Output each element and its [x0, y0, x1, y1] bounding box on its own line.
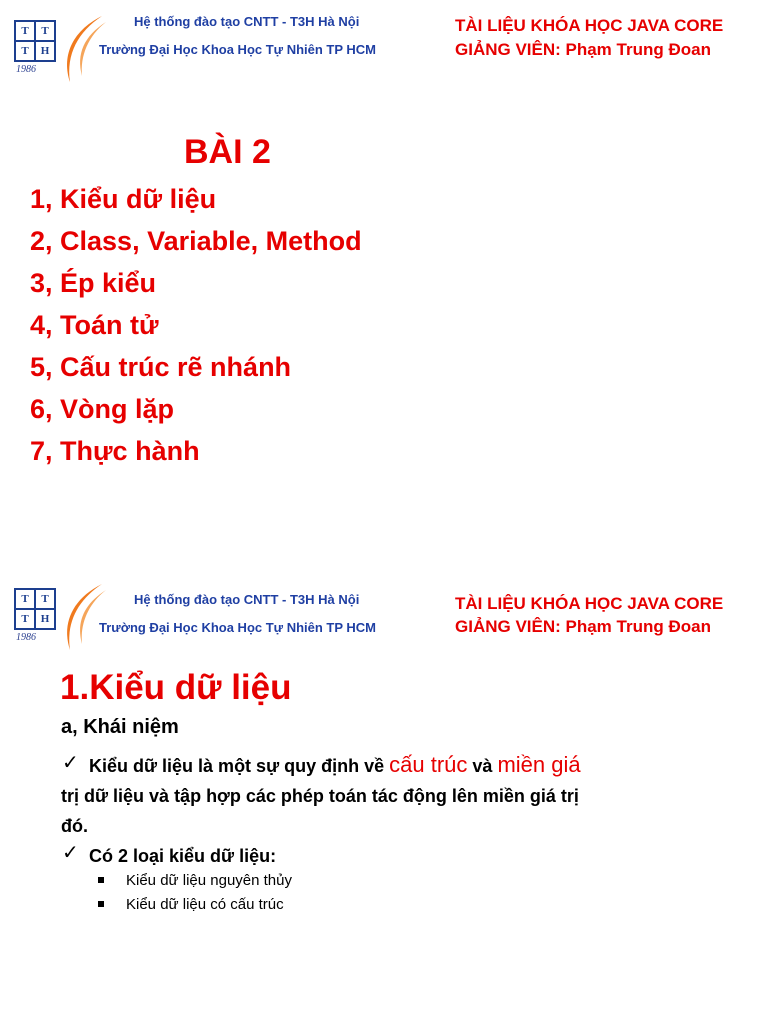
definition-line-2: trị dữ liệu và tập hợp các phép toán tác động lên miền giá trị — [61, 786, 579, 806]
topic-item: 1, Kiểu dữ liệu — [30, 184, 217, 214]
topic-list — [30, 178, 362, 472]
topic-item: 4, Toán tử — [30, 310, 159, 340]
topic-item: 5, Cấu trúc rẽ nhánh — [30, 352, 292, 382]
logo-cell: T — [16, 42, 34, 60]
logo-year: 1986 — [16, 632, 36, 643]
t3h-logo — [14, 588, 96, 648]
definition-line-1 — [89, 752, 581, 778]
logo-cell: T — [16, 22, 34, 40]
org-line-1: Hệ thống đào tạo CNTT - T3H Hà Nội — [134, 592, 360, 607]
org-line-2: Trường Đại Học Khoa Học Tự Nhiên TP HCM — [99, 42, 377, 57]
logo-cell: H — [36, 42, 54, 60]
t3h-logo — [14, 20, 96, 80]
logo-cell: T — [16, 590, 34, 608]
org-line-1: Hệ thống đào tạo CNTT - T3H Hà Nội — [134, 14, 360, 29]
bullet-item: Kiểu dữ liệu nguyên thủy — [126, 872, 292, 889]
orange-swoosh-icon — [48, 582, 108, 652]
check-icon: ✓ — [62, 842, 79, 864]
course-title: TÀI LIỆU KHÓA HỌC JAVA CORE — [455, 16, 724, 35]
topic-item: 6, Vòng lặp — [30, 394, 175, 424]
bullet-item: Kiểu dữ liệu có cấu trúc — [126, 896, 284, 913]
topic-item: 2, Class, Variable, Method — [30, 226, 362, 256]
course-title: TÀI LIỆU KHÓA HỌC JAVA CORE — [455, 594, 724, 613]
logo-cell: T — [16, 610, 34, 628]
logo-grid — [14, 20, 56, 62]
sub-heading: a, Khái niệm — [61, 716, 179, 738]
logo-cell: H — [36, 610, 54, 628]
definition-line-3: đó. — [61, 816, 88, 836]
highlight-structure: cấu trúc — [389, 752, 468, 777]
definition-text: Kiểu dữ liệu là một sự quy định về — [89, 756, 385, 776]
lesson-title: BÀI 2 — [184, 133, 271, 171]
square-bullet-icon — [98, 901, 104, 907]
logo-year: 1986 — [16, 64, 36, 75]
highlight-domain: miền giá — [497, 752, 581, 777]
instructor-name: GIẢNG VIÊN: Phạm Trung Đoan — [455, 40, 711, 59]
check-icon: ✓ — [62, 752, 79, 774]
topic-item: 3, Ép kiểu — [30, 268, 157, 298]
square-bullet-icon — [98, 877, 104, 883]
org-line-2: Trường Đại Học Khoa Học Tự Nhiên TP HCM — [99, 620, 377, 635]
instructor-name: GIẢNG VIÊN: Phạm Trung Đoan — [455, 617, 711, 636]
logo-cell: T — [36, 590, 54, 608]
logo-grid — [14, 588, 56, 630]
definition-connector: và — [472, 756, 493, 776]
section-title: 1.Kiểu dữ liệu — [60, 668, 292, 707]
type-count-line: Có 2 loại kiểu dữ liệu: — [89, 846, 277, 866]
logo-cell: T — [36, 22, 54, 40]
topic-item: 7, Thực hành — [30, 436, 200, 466]
